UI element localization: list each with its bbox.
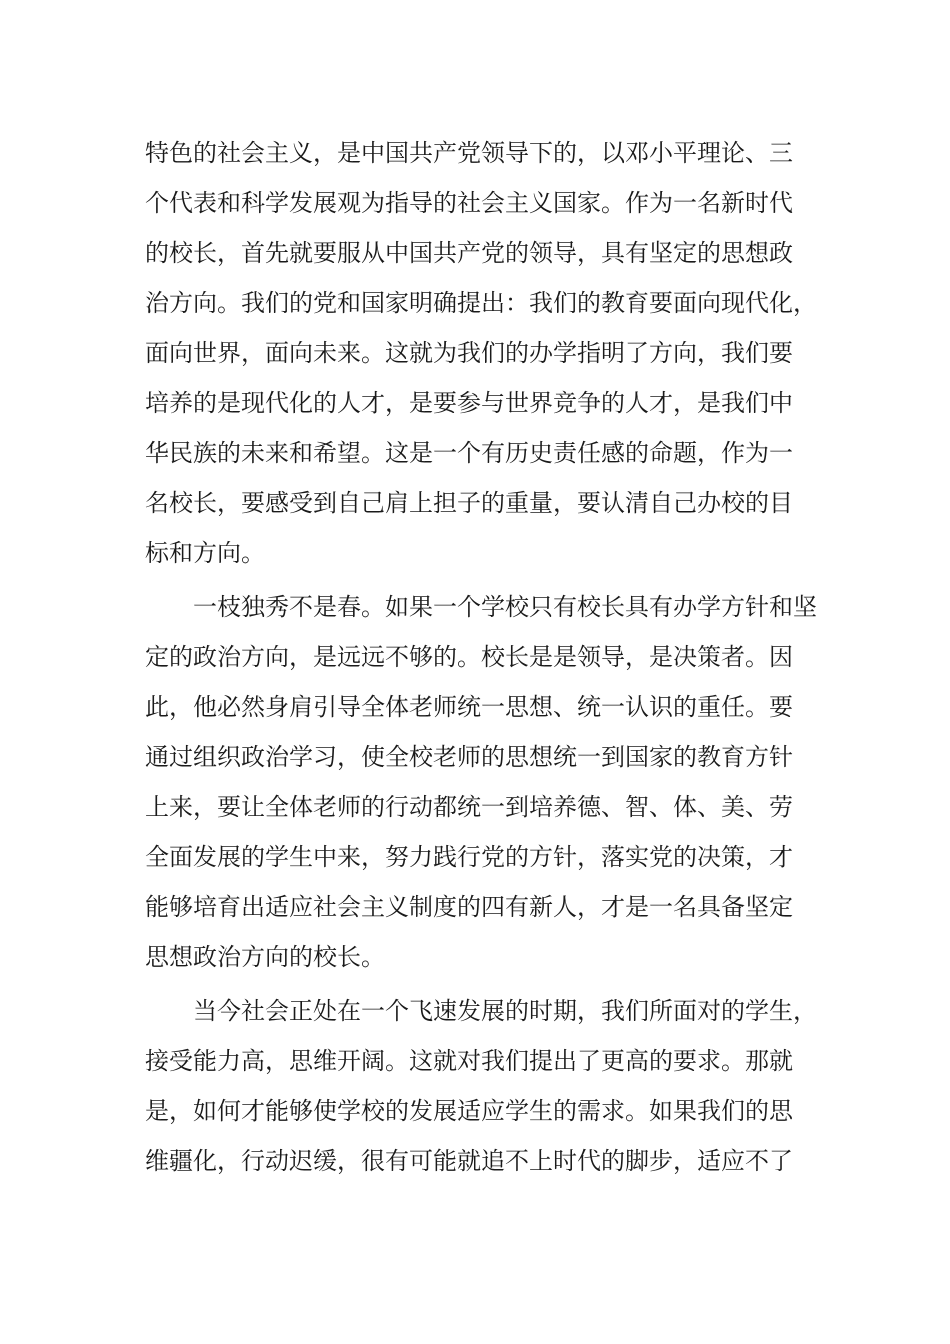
text-line: 通过组织政治学习，使全校老师的思想统一到国家的教育方针 <box>145 743 793 771</box>
text-line: 当今社会正处在一个飞速发展的时期，我们所面对的学生， <box>145 997 817 1025</box>
text-line: 治方向。我们的党和国家明确提出：我们的教育要面向现代化， <box>145 289 817 317</box>
text-line: 接受能力高，思维开阔。这就对我们提出了更高的要求。那就 <box>145 1047 793 1075</box>
text-line: 维疆化，行动迟缓，很有可能就追不上时代的脚步，适应不了 <box>145 1147 793 1175</box>
text-line: 特色的社会主义，是中国共产党领导下的，以邓小平理论、三 <box>145 139 793 167</box>
text-line: 个代表和科学发展观为指导的社会主义国家。作为一名新时代 <box>145 189 793 217</box>
text-line: 一枝独秀不是春。如果一个学校只有校长具有办学方针和坚 <box>145 593 817 621</box>
text-line: 思想政治方向的校长。 <box>145 943 385 971</box>
text-line: 上来，要让全体老师的行动都统一到培养德、智、体、美、劳 <box>145 793 793 821</box>
paragraph-3 <box>145 986 825 1186</box>
text-line: 此，他必然身肩引导全体老师统一思想、统一认识的重任。要 <box>145 693 793 721</box>
text-line: 是，如何才能够使学校的发展适应学生的需求。如果我们的思 <box>145 1097 793 1125</box>
text-line: 的校长，首先就要服从中国共产党的领导，具有坚定的思想政 <box>145 239 793 267</box>
text-line: 培养的是现代化的人才，是要参与世界竞争的人才，是我们中 <box>145 389 793 417</box>
text-line: 能够培育出适应社会主义制度的四有新人，才是一名具备坚定 <box>145 893 793 921</box>
text-line: 全面发展的学生中来，努力践行党的方针，落实党的决策，才 <box>145 843 793 871</box>
text-line: 名校长，要感受到自己肩上担子的重量，要认清自己办校的目 <box>145 489 793 517</box>
paragraph-2 <box>145 582 825 982</box>
document-body <box>145 128 825 1186</box>
text-line: 面向世界，面向未来。这就为我们的办学指明了方向，我们要 <box>145 339 793 367</box>
text-line: 华民族的未来和希望。这是一个有历史责任感的命题，作为一 <box>145 439 793 467</box>
text-line: 标和方向。 <box>145 539 265 567</box>
paragraph-1 <box>145 128 825 578</box>
text-line: 定的政治方向，是远远不够的。校长是是领导，是决策者。因 <box>145 643 793 671</box>
